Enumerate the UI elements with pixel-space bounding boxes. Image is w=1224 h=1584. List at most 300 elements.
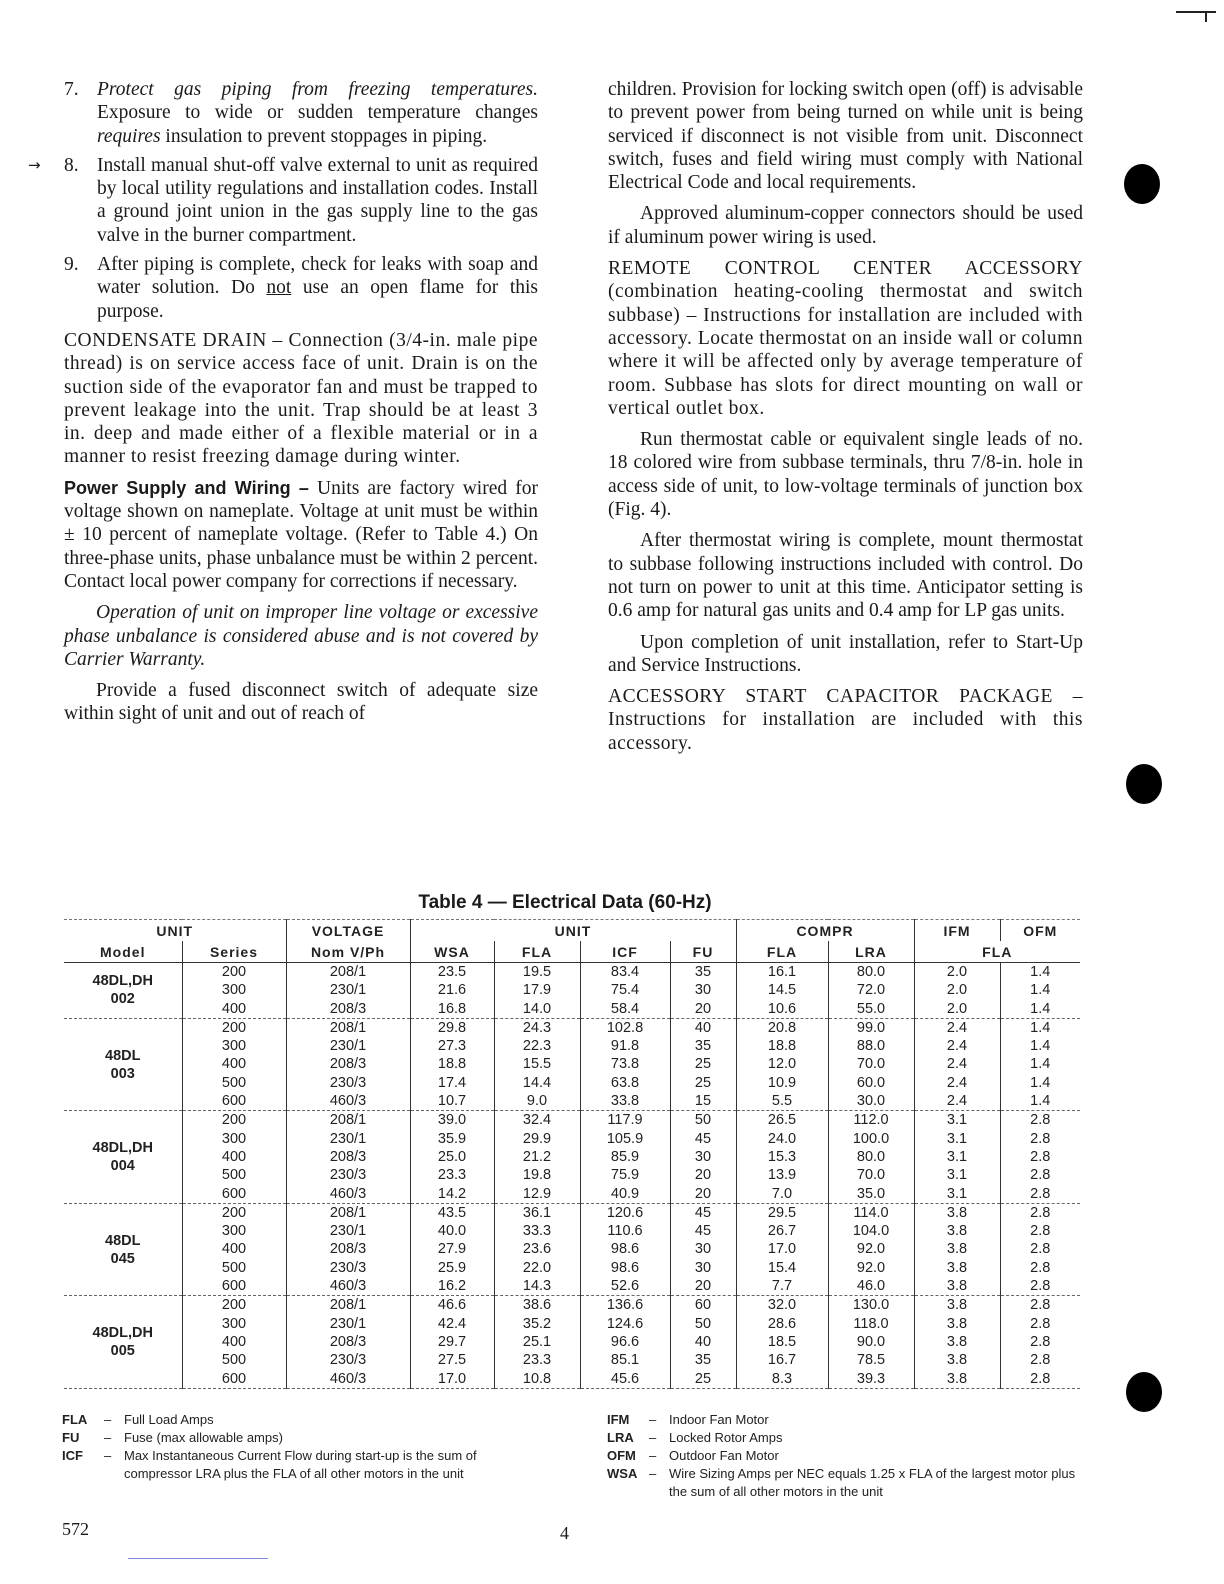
compr-fla-cell: 29.5 [736, 1203, 828, 1222]
ifm-fla-cell: 3.8 [914, 1277, 1000, 1296]
power-supply-paragraph [64, 477, 538, 593]
wsa-cell: 29.8 [410, 1018, 494, 1037]
fu-cell: 50 [670, 1111, 736, 1130]
nom-vph-cell: 208/3 [286, 1240, 410, 1258]
series-cell: 600 [182, 1092, 286, 1111]
lra-cell: 130.0 [828, 1296, 914, 1315]
legend-entry [62, 1411, 542, 1429]
fla-cell: 12.9 [494, 1185, 580, 1204]
icf-cell: 91.8 [580, 1037, 670, 1055]
ifm-fla-cell: 2.4 [914, 1092, 1000, 1111]
table-row [64, 1259, 1080, 1277]
ifm-fla-cell: 2.0 [914, 963, 1000, 982]
icf-cell: 83.4 [580, 963, 670, 982]
lra-cell: 80.0 [828, 963, 914, 982]
fu-cell: 45 [670, 1203, 736, 1222]
legend-dash: – [649, 1412, 657, 1427]
lra-cell: 92.0 [828, 1240, 914, 1258]
wsa-cell: 27.3 [410, 1037, 494, 1055]
icf-cell: 75.9 [580, 1166, 670, 1184]
item-body: Install manual shut-off valve external to unit as required by local utility regulations and installation codes. Install a ground joint union in the gas supply line to the gas valve in the burner compartment. [97, 154, 538, 246]
lra-cell: 114.0 [828, 1203, 914, 1222]
lra-cell: 100.0 [828, 1130, 914, 1148]
ifm-fla-cell: 3.8 [914, 1370, 1000, 1389]
ofm-fla-cell: 2.8 [1000, 1185, 1080, 1204]
table-row [64, 1370, 1080, 1389]
lra-cell: 39.3 [828, 1370, 914, 1389]
item-italic-word: requires [97, 125, 161, 147]
legend-definition: Fuse (max allowable amps) [124, 1430, 283, 1445]
series-cell: 400 [182, 1333, 286, 1351]
table-row [64, 981, 1080, 999]
lra-cell: 90.0 [828, 1333, 914, 1351]
table-subheader-row [64, 941, 1080, 963]
nom-vph-cell: 230/1 [286, 1037, 410, 1055]
icf-cell: 63.8 [580, 1074, 670, 1092]
subheader-fu: FU [670, 941, 736, 963]
series-cell: 400 [182, 1240, 286, 1258]
table-row [64, 1000, 1080, 1019]
fla-cell: 22.0 [494, 1259, 580, 1277]
table-row [64, 1018, 1080, 1037]
ofm-fla-cell: 2.8 [1030, 1130, 1051, 1147]
nom-vph-cell: 230/3 [286, 1166, 410, 1184]
item-body [97, 253, 538, 323]
lra-cell: 30.0 [828, 1092, 914, 1111]
icf-cell: 98.6 [580, 1240, 670, 1258]
wsa-cell: 23.3 [410, 1166, 494, 1184]
compr-fla-cell: 32.0 [736, 1296, 828, 1315]
wsa-cell: 27.5 [410, 1351, 494, 1369]
wsa-cell: 25.9 [410, 1259, 494, 1277]
fu-cell: 45 [670, 1222, 736, 1240]
wsa-cell: 17.0 [410, 1370, 494, 1389]
model-cell: 48DL 003 [64, 1018, 182, 1110]
wsa-cell: 27.9 [410, 1240, 494, 1258]
ofm-fla-cell: 2.8 [1030, 1112, 1051, 1129]
compr-fla-cell: 7.7 [736, 1277, 828, 1296]
series-cell: 300 [182, 981, 286, 999]
subheader-icf: ICF [580, 941, 670, 963]
ofm-fla-cell: 2.8 [1030, 1148, 1051, 1165]
table-row [64, 1037, 1080, 1055]
wsa-cell: 21.6 [410, 981, 494, 999]
fla-cell: 10.8 [494, 1370, 580, 1389]
fla-cell: 22.3 [494, 1037, 580, 1055]
fu-cell: 25 [670, 1370, 736, 1389]
fu-cell: 35 [670, 963, 736, 982]
table-header-row [64, 920, 1080, 942]
series-cell: 500 [182, 1166, 286, 1184]
legend-definition: Max Instantaneous Current Flow during start-up is the sum of compressor LRA plus the FLA of all other motors in the unit [124, 1448, 477, 1481]
binder-hole-2 [1126, 764, 1162, 804]
table-row [64, 1148, 1080, 1166]
table-row [64, 1333, 1080, 1351]
wsa-cell: 25.0 [410, 1148, 494, 1166]
subheader-compr-fla: FLA [736, 941, 828, 963]
compr-fla-cell: 18.5 [736, 1333, 828, 1351]
legend-left [62, 1411, 542, 1483]
header-ofm: OFM [1000, 920, 1080, 942]
ofm-fla-cell: 2.8 [1030, 1297, 1051, 1314]
table-row [64, 1351, 1080, 1369]
fla-cell: 14.0 [494, 1000, 580, 1019]
ofm-fla-cell: 2.8 [1030, 1241, 1051, 1258]
subheader-wsa: WSA [410, 941, 494, 963]
page-number: 4 [560, 1523, 569, 1543]
nom-vph-cell: 208/3 [286, 1333, 410, 1351]
table-row [64, 1185, 1080, 1204]
nom-vph-cell: 230/3 [286, 1259, 410, 1277]
fla-cell: 17.9 [494, 981, 580, 999]
legend-abbrev: ICF [62, 1448, 83, 1463]
fu-cell: 20 [670, 1166, 736, 1184]
compr-fla-cell: 15.3 [736, 1148, 828, 1166]
item-body [97, 78, 538, 148]
icf-cell: 85.9 [580, 1148, 670, 1166]
series-cell: 500 [182, 1074, 286, 1092]
legend-abbrev: LRA [607, 1430, 634, 1445]
nom-vph-cell: 208/1 [286, 1111, 410, 1130]
power-supply-body: Units are factory wired for voltage shown on nameplate. Voltage at unit must be within ± 10 percent of nameplate voltage. (Refer to Table 4.) On three-phase units, phase unbalance must be within 2 percent. Contact local power company for corrections if necessary. [64, 477, 538, 592]
left-column [28, 78, 538, 734]
series-cell: 300 [182, 1130, 286, 1148]
thermostat-mount-paragraph: After thermostat wiring is complete, mount thermostat to subbase following instructions included with control. Do not turn on power to unit at this time. Anticipator setting is 0.6 amp for natural gas units and 0.4 amp for LP gas units. [608, 530, 1083, 622]
compr-fla-cell: 26.5 [736, 1111, 828, 1130]
fla-cell: 32.4 [494, 1111, 580, 1130]
fla-cell: 29.9 [494, 1130, 580, 1148]
fu-cell: 25 [670, 1055, 736, 1073]
compr-fla-cell: 26.7 [736, 1222, 828, 1240]
subheader-lra: LRA [828, 941, 914, 963]
ofm-fla-cell: 1.4 [1000, 1092, 1080, 1111]
legend-definition: Full Load Amps [124, 1412, 214, 1427]
lra-cell: 70.0 [828, 1166, 914, 1184]
binder-hole-3 [1126, 1372, 1162, 1412]
icf-cell: 98.6 [580, 1259, 670, 1277]
nom-vph-cell: 230/1 [286, 1130, 410, 1148]
icf-cell: 85.1 [580, 1351, 670, 1369]
wsa-cell: 39.0 [410, 1111, 494, 1130]
wsa-cell: 23.5 [410, 963, 494, 982]
list-item-9 [64, 253, 538, 323]
header-unit-mid: UNIT [410, 920, 736, 942]
ifm-fla-cell: 3.8 [914, 1240, 1000, 1258]
thermostat-cable-paragraph: Run thermostat cable or equivalent single leads of no. 18 colored wire from subbase terminals, thru 7/8-in. hole in access side of unit, to low-voltage terminals of junction box (Fig. 4). [608, 429, 1083, 521]
compr-fla-cell: 24.0 [736, 1130, 828, 1148]
table-row [64, 1203, 1080, 1222]
table-row [64, 1240, 1080, 1258]
compr-fla-cell: 14.5 [736, 981, 828, 999]
wsa-cell: 18.8 [410, 1055, 494, 1073]
fla-cell: 35.2 [494, 1315, 580, 1333]
model-cell: 48DL 045 [64, 1203, 182, 1295]
fu-cell: 60 [670, 1296, 736, 1315]
compr-fla-cell: 5.5 [736, 1092, 828, 1111]
table-title: Table 4 — Electrical Data (60-Hz) [418, 892, 712, 913]
icf-cell: 105.9 [580, 1130, 670, 1148]
item-number: 7. [64, 79, 79, 100]
lra-cell: 55.0 [828, 1000, 914, 1019]
table-row [64, 1074, 1080, 1092]
lra-cell: 92.0 [828, 1259, 914, 1277]
ofm-fla-cell: 2.8 [1030, 1167, 1051, 1184]
fu-cell: 30 [670, 1148, 736, 1166]
fu-cell: 40 [670, 1018, 736, 1037]
icf-cell: 102.8 [580, 1018, 670, 1037]
compr-fla-cell: 7.0 [736, 1185, 828, 1204]
fu-cell: 30 [670, 1240, 736, 1258]
wsa-cell: 42.4 [410, 1315, 494, 1333]
series-cell: 200 [182, 1203, 286, 1222]
nom-vph-cell: 230/3 [286, 1074, 410, 1092]
disconnect-continued: children. Provision for locking switch open (off) is advisable to prevent power from being turned on while unit is being serviced if disconnect is not visible from unit. Disconnect switch, fuses and field wiring must comply with National Electrical Code and local requirements. [608, 79, 1083, 194]
fla-cell: 15.5 [494, 1055, 580, 1073]
ifm-fla-cell: 3.8 [914, 1333, 1000, 1351]
series-cell: 200 [182, 1296, 286, 1315]
ofm-fla-cell: 1.4 [1030, 982, 1051, 999]
fu-cell: 15 [670, 1092, 736, 1111]
series-cell: 300 [182, 1037, 286, 1055]
wsa-cell: 29.7 [410, 1333, 494, 1351]
legend-abbrev: FLA [62, 1412, 88, 1427]
table-body [64, 963, 1080, 1389]
legend-dash: – [649, 1430, 657, 1445]
compr-fla-cell: 16.7 [736, 1351, 828, 1369]
ofm-fla-cell: 2.8 [1030, 1204, 1051, 1221]
lra-cell: 80.0 [828, 1148, 914, 1166]
ifm-fla-cell: 3.1 [914, 1148, 1000, 1166]
wsa-cell: 43.5 [410, 1203, 494, 1222]
ifm-fla-cell: 2.4 [914, 1074, 1000, 1092]
series-cell: 400 [182, 1000, 286, 1019]
icf-cell: 120.6 [580, 1203, 670, 1222]
wsa-cell: 14.2 [410, 1185, 494, 1204]
ifm-fla-cell: 2.0 [914, 1000, 1000, 1019]
fu-cell: 30 [670, 981, 736, 999]
ifm-fla-cell: 2.4 [914, 1055, 1000, 1073]
fla-cell: 25.1 [494, 1333, 580, 1351]
warranty-warning [64, 601, 538, 671]
wsa-cell: 40.0 [410, 1222, 494, 1240]
icf-cell: 73.8 [580, 1055, 670, 1073]
series-cell: 600 [182, 1185, 286, 1204]
table-row [64, 1130, 1080, 1148]
legend-abbrev: IFM [607, 1412, 630, 1427]
disconnect-paragraph: Provide a fused disconnect switch of adequate size within sight of unit and out of reach of [64, 680, 538, 725]
fu-cell: 25 [670, 1074, 736, 1092]
icf-cell: 52.6 [580, 1277, 670, 1296]
series-cell: 500 [182, 1259, 286, 1277]
subheader-nom-vph: Nom V/Ph [286, 941, 410, 963]
fu-cell: 40 [670, 1333, 736, 1351]
icf-cell: 136.6 [580, 1296, 670, 1315]
lra-cell: 60.0 [828, 1074, 914, 1092]
ofm-fla-cell: 1.4 [1000, 1000, 1080, 1019]
fla-cell: 14.4 [494, 1074, 580, 1092]
compr-fla-cell: 15.4 [736, 1259, 828, 1277]
legend-abbrev: WSA [607, 1466, 638, 1481]
nom-vph-cell: 208/1 [286, 1018, 410, 1037]
series-cell: 600 [182, 1370, 286, 1389]
series-cell: 200 [182, 1018, 286, 1037]
nom-vph-cell: 230/1 [286, 1222, 410, 1240]
ofm-fla-cell: 2.8 [1030, 1352, 1051, 1369]
ofm-fla-cell: 1.4 [1030, 964, 1051, 980]
corner-crop-mark [1176, 8, 1216, 22]
wsa-cell: 16.2 [410, 1277, 494, 1296]
legend-definition: Indoor Fan Motor [669, 1412, 769, 1427]
completion-paragraph: Upon completion of unit installation, refer to Start-Up and Service Instructions. [608, 631, 1083, 676]
power-supply-heading: Power Supply and Wiring – [64, 477, 309, 498]
nom-vph-cell: 230/3 [286, 1351, 410, 1369]
legend-dash: – [649, 1448, 657, 1463]
item-text: use an open flame for this purpose. [97, 277, 538, 322]
legend-dash: – [649, 1466, 657, 1481]
fla-cell: 36.1 [494, 1203, 580, 1222]
header-ifm: IFM [914, 920, 1000, 942]
lra-cell: 78.5 [828, 1351, 914, 1369]
series-cell: 200 [182, 963, 286, 982]
remote-control-paragraph: REMOTE CONTROL CENTER ACCESSORY (combination heating-cooling thermostat and switch subbase) – Instructions for installation are included with accessory. Locate thermostat on an inside wall or column where it will be affected only by average temperature of room. Subbase has slots for direct mounting on wall or vertical outlet box. [608, 258, 1083, 419]
fla-cell: 38.6 [494, 1296, 580, 1315]
icf-cell: 117.9 [580, 1111, 670, 1130]
ofm-fla-cell: 2.8 [1030, 1315, 1051, 1332]
icf-cell: 58.4 [580, 1000, 670, 1019]
change-arrow-icon: → [28, 155, 41, 174]
icf-cell: 75.4 [580, 981, 670, 999]
table-row [64, 1296, 1080, 1315]
table-row [64, 1055, 1080, 1073]
legend-entry [62, 1447, 542, 1483]
fu-cell: 30 [670, 1259, 736, 1277]
ofm-fla-cell: 1.4 [1030, 1019, 1051, 1036]
wsa-cell: 17.4 [410, 1074, 494, 1092]
nom-vph-cell: 230/1 [286, 1315, 410, 1333]
legend-entry [607, 1447, 1087, 1465]
legend-entry [607, 1411, 1087, 1429]
table-row [64, 963, 1080, 982]
item-number: 9. [64, 254, 79, 276]
nom-vph-cell: 460/3 [286, 1185, 410, 1204]
series-cell: 400 [182, 1055, 286, 1073]
fla-cell: 14.3 [494, 1277, 580, 1296]
subheader-model: Model [64, 941, 182, 963]
lra-cell: 99.0 [828, 1018, 914, 1037]
ofm-fla-cell: 1.4 [1030, 1056, 1051, 1073]
lra-cell: 35.0 [828, 1185, 914, 1204]
legend-abbrev: OFM [607, 1448, 636, 1463]
ifm-fla-cell: 3.1 [914, 1130, 1000, 1148]
series-cell: 300 [182, 1222, 286, 1240]
icf-cell: 40.9 [580, 1185, 670, 1204]
legend-definition: Outdoor Fan Motor [669, 1448, 779, 1463]
legend-entry [607, 1429, 1087, 1447]
ifm-fla-cell: 2.0 [914, 981, 1000, 999]
legend-dash: – [104, 1412, 112, 1427]
header-unit: UNIT [64, 920, 286, 942]
nom-vph-cell: 230/1 [286, 981, 410, 999]
aluminum-paragraph: Approved aluminum-copper connectors should be used if aluminum power wiring is used. [608, 203, 1083, 248]
nom-vph-cell: 208/3 [286, 1148, 410, 1166]
list-item-8 [28, 154, 538, 247]
fu-cell: 20 [670, 1277, 736, 1296]
icf-cell: 124.6 [580, 1315, 670, 1333]
ofm-fla-cell: 1.4 [1030, 1038, 1051, 1055]
nom-vph-cell: 460/3 [286, 1370, 410, 1389]
subheader-series: Series [182, 941, 286, 963]
legend-dash: – [104, 1448, 112, 1463]
item-number: 8. [64, 154, 79, 176]
fu-cell: 35 [670, 1351, 736, 1369]
ofm-fla-cell: 2.8 [1030, 1223, 1051, 1240]
ofm-fla-cell: 2.8 [1030, 1333, 1051, 1350]
ifm-fla-cell: 3.8 [914, 1259, 1000, 1277]
subheader-fla: FLA [494, 941, 580, 963]
table-row [64, 1092, 1080, 1111]
compr-fla-cell: 16.1 [736, 963, 828, 982]
nom-vph-cell: 460/3 [286, 1277, 410, 1296]
ifm-fla-cell: 2.4 [914, 1037, 1000, 1055]
ifm-fla-cell: 3.8 [914, 1203, 1000, 1222]
underlined-word: not [266, 277, 292, 299]
nom-vph-cell: 208/3 [286, 1000, 410, 1019]
legend-entry [62, 1429, 542, 1447]
series-cell: 400 [182, 1148, 286, 1166]
compr-fla-cell: 10.6 [736, 1000, 828, 1019]
nom-vph-cell: 208/3 [286, 1055, 410, 1073]
nom-vph-cell: 208/1 [286, 963, 410, 982]
legend-abbrev: FU [62, 1430, 80, 1445]
lra-cell: 112.0 [828, 1111, 914, 1130]
bottom-rule [128, 1558, 268, 1559]
start-capacitor-paragraph: ACCESSORY START CAPACITOR PACKAGE – Instructions for installation are included with this accessory. [608, 686, 1083, 754]
fla-cell: 19.5 [494, 963, 580, 982]
compr-fla-cell: 12.0 [736, 1055, 828, 1073]
wsa-cell: 35.9 [410, 1130, 494, 1148]
compr-fla-cell: 17.0 [736, 1240, 828, 1258]
table-row [64, 1222, 1080, 1240]
lra-cell: 46.0 [828, 1277, 914, 1296]
ifm-fla-cell: 2.4 [914, 1018, 1000, 1037]
document-code: 572 [62, 1519, 89, 1539]
compr-fla-cell: 10.9 [736, 1074, 828, 1092]
fla-cell: 23.3 [494, 1351, 580, 1369]
ofm-fla-cell: 2.8 [1030, 1259, 1051, 1276]
fla-cell: 19.8 [494, 1166, 580, 1184]
ifm-fla-cell: 3.8 [914, 1315, 1000, 1333]
legend-definition: Wire Sizing Amps per NEC equals 1.25 x FLA of the largest motor plus the sum of all other motors in the unit [669, 1466, 1076, 1499]
compr-fla-cell: 13.9 [736, 1166, 828, 1184]
header-voltage: VOLTAGE [286, 920, 410, 942]
lra-cell: 104.0 [828, 1222, 914, 1240]
compr-fla-cell: 28.6 [736, 1315, 828, 1333]
legend-definition: Locked Rotor Amps [669, 1430, 783, 1445]
fu-cell: 45 [670, 1130, 736, 1148]
lra-cell: 70.0 [828, 1055, 914, 1073]
item-italic-lead: Protect gas piping from freezing temperatures. [97, 79, 538, 100]
warranty-warning-text: Operation of unit on improper line voltage or excessive phase unbalance is considered abuse and is not covered by Carrier Warranty. [64, 602, 538, 670]
ifm-fla-cell: 3.8 [914, 1351, 1000, 1369]
subheader-fan-fla: FLA [914, 941, 1080, 963]
legend-entry [607, 1465, 1087, 1501]
fu-cell: 20 [670, 1185, 736, 1204]
binder-hole-1 [1124, 164, 1160, 204]
ifm-fla-cell: 3.1 [914, 1166, 1000, 1184]
wsa-cell: 10.7 [410, 1092, 494, 1111]
nom-vph-cell: 460/3 [286, 1092, 410, 1111]
compr-fla-cell: 20.8 [736, 1018, 828, 1037]
